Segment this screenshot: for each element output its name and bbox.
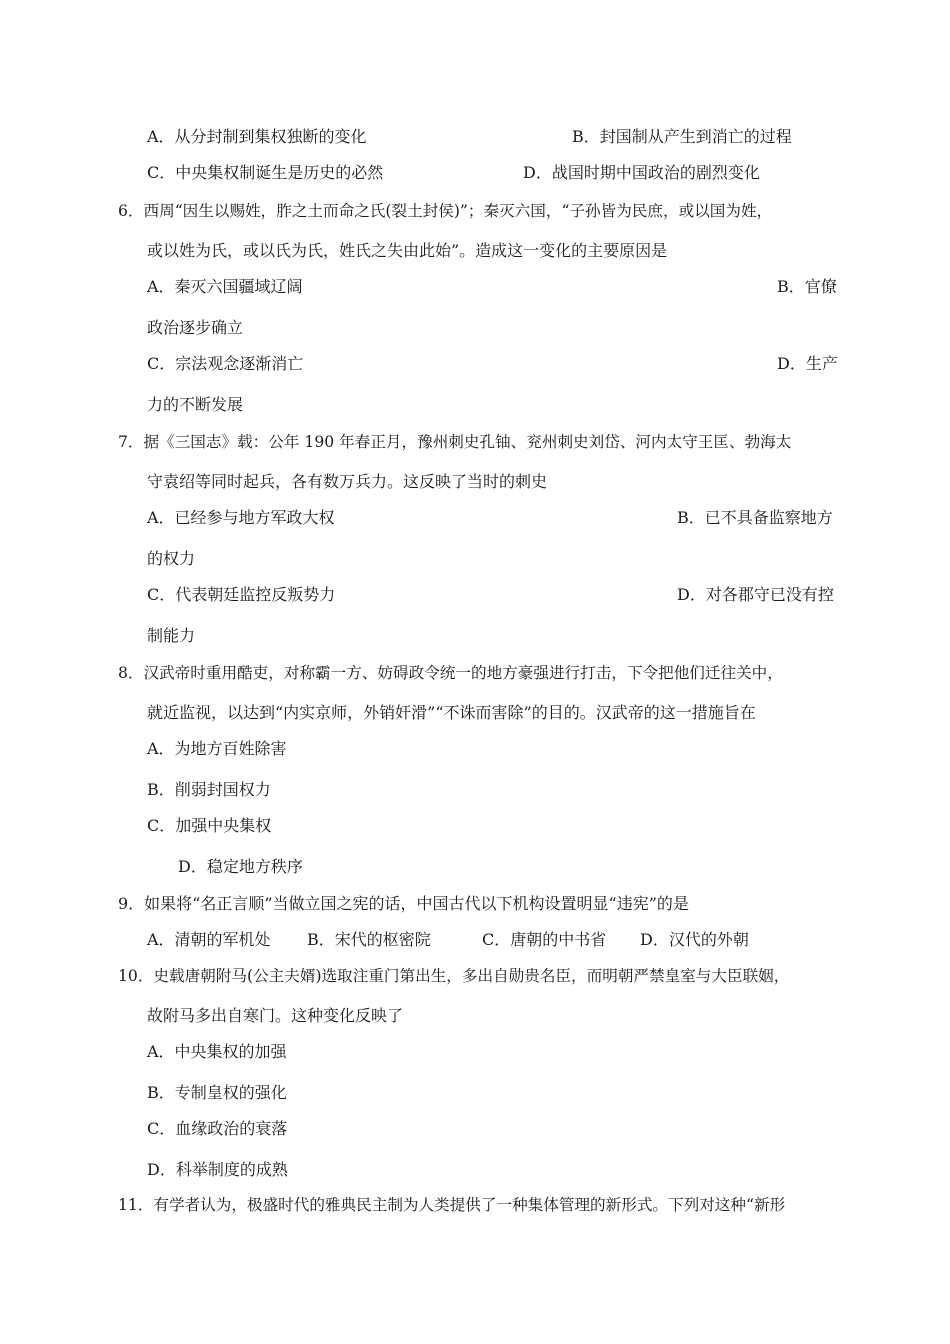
q9-option-b: B．宋代的枢密院	[307, 930, 431, 949]
q7-stem-line2: 守袁绍等同时起兵，各有数万兵力。这反映了当时的刺史	[147, 472, 548, 491]
q10-option-a: A．中央集权的加强	[147, 1042, 287, 1061]
q7-option-d: D．对各郡守已没有控	[677, 585, 834, 604]
q8-option-c: C．加强中央集权	[147, 816, 272, 835]
q6-option-b-continued: 政治逐步确立	[147, 318, 244, 337]
q8-option-d: D．稳定地方秩序	[178, 857, 303, 876]
q11-stem-line1: 11．有学者认为，极盛时代的雅典民主制为人类提供了一种集体管理的新形式。下列对这种“新形	[118, 1196, 786, 1214]
q7-option-d-continued: 制能力	[147, 626, 196, 645]
q10-option-b: B．专制皇权的强化	[147, 1083, 287, 1102]
q10-stem-line1: 10．史载唐朝附马(公主夫婿)选取注重门第出生，多出自勋贵名臣，而明朝严禁皇室与大臣联姻，	[118, 967, 790, 985]
q10-stem-line2: 故附马多出自寒门。这种变化反映了	[147, 1006, 404, 1025]
q8-option-b: B．削弱封国权力	[147, 780, 271, 799]
q5-option-b: B．封国制从产生到消亡的过程	[572, 127, 792, 146]
q6-stem-line1: 6．西周“因生以赐姓，胙之土而命之氏(裂土封侯)”；秦灭六国，“子孙皆为民庶，或以国为姓，	[118, 202, 773, 220]
q8-stem-line2: 就近监视，以达到“内实京师，外销奸滑”“不诛而害除”的目的。汉武帝的这一措施旨在	[147, 703, 756, 722]
q10-option-d: D．科举制度的成熟	[147, 1160, 288, 1179]
q9-option-c: C．唐朝的中书省	[482, 930, 607, 949]
q7-option-c: C．代表朝廷监控反叛势力	[147, 585, 336, 604]
q5-option-c: C．中央集权制诞生是历史的必然	[147, 163, 384, 182]
q6-option-c: C．宗法观念逐渐消亡	[147, 354, 304, 373]
q5-option-d: D．战国时期中国政治的剧烈变化	[523, 163, 760, 182]
q6-option-b: B．官僚	[777, 277, 837, 296]
q5-option-a: A．从分封制到集权独断的变化	[147, 127, 367, 146]
q6-option-d: D．生产	[777, 354, 838, 373]
q6-option-d-continued: 力的不断发展	[147, 395, 244, 414]
q6-option-a: A．秦灭六国疆域辽阔	[147, 277, 303, 296]
q7-option-a: A．已经参与地方军政大权	[147, 508, 335, 527]
q7-option-b: B．已不具备监察地方	[677, 508, 833, 527]
q9-option-d: D．汉代的外朝	[640, 930, 749, 949]
q9-option-a: A．清朝的军机处	[147, 930, 271, 949]
q7-stem-line1: 7．据《三国志》载：公年 190 年春正月，豫州刺史孔铀、兖州刺史刘岱、河内太守王匡、勃海太	[118, 433, 792, 451]
q6-stem-line2: 或以姓为氏，或以氏为氏，姓氏之失由此始”。造成这一变化的主要原因是	[147, 241, 668, 260]
q8-stem-line1: 8．汉武帝时重用酷吏，对称霸一方、妨碍政令统一的地方豪强进行打击，下令把他们迁往关中，	[118, 664, 783, 682]
q8-option-a: A．为地方百姓除害	[147, 739, 287, 758]
q7-option-b-continued: 的权力	[147, 549, 196, 568]
q10-option-c: C．血缘政治的衰落	[147, 1119, 288, 1138]
q9-stem: 9．如果将“名正言顺”当做立国之宪的话，中国古代以下机构设置明显“违宪”的是	[118, 894, 689, 913]
